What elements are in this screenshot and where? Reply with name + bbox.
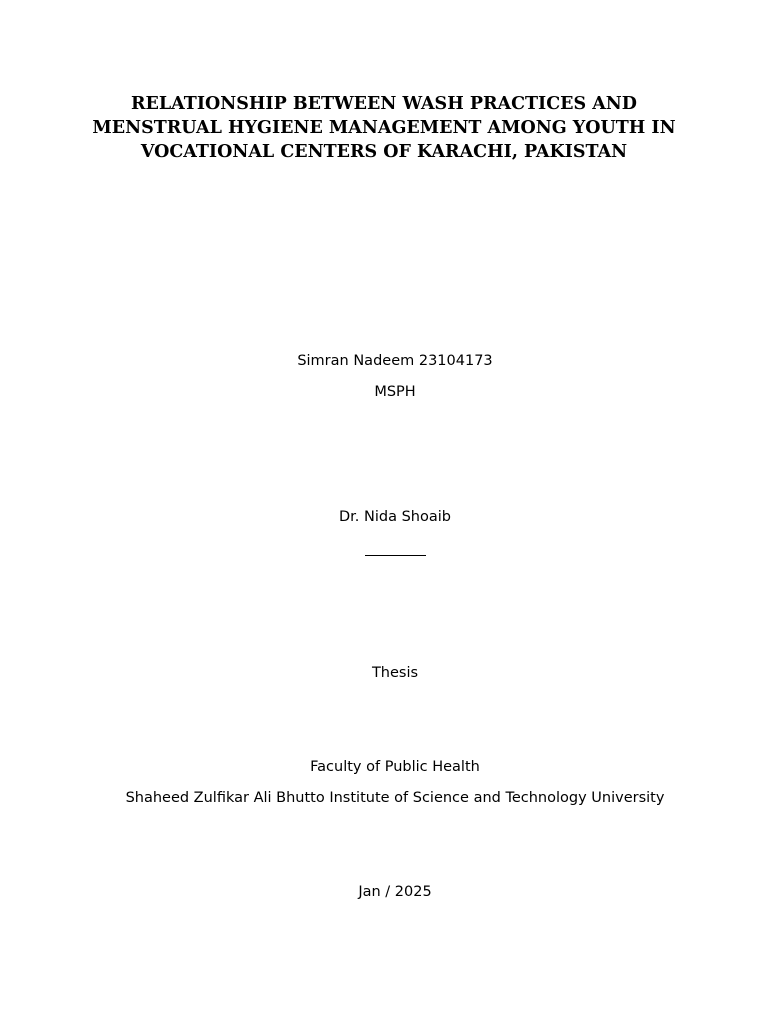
signature-line bbox=[365, 555, 426, 556]
university-name: Shaheed Zulfikar Ali Bhutto Institute of Science and Technology University bbox=[125, 790, 665, 806]
author-name-id: Simran Nadeem 23104173 bbox=[297, 353, 493, 369]
supervisor-name: Dr. Nida Shoaib bbox=[339, 509, 451, 525]
title-line-3: VOCATIONAL CENTERS OF KARACHI, PAKISTAN bbox=[140, 142, 628, 162]
title-line-2: MENSTRUAL HYGIENE MANAGEMENT AMONG YOUTH IN bbox=[92, 118, 676, 138]
thesis-title bbox=[60, 92, 708, 164]
title-line-1: RELATIONSHIP BETWEEN WASH PRACTICES AND bbox=[131, 94, 637, 114]
author-program: MSPH bbox=[374, 384, 416, 400]
document-type: Thesis bbox=[371, 665, 419, 681]
faculty-name: Faculty of Public Health bbox=[310, 759, 480, 775]
submission-date: Jan / 2025 bbox=[358, 884, 432, 900]
